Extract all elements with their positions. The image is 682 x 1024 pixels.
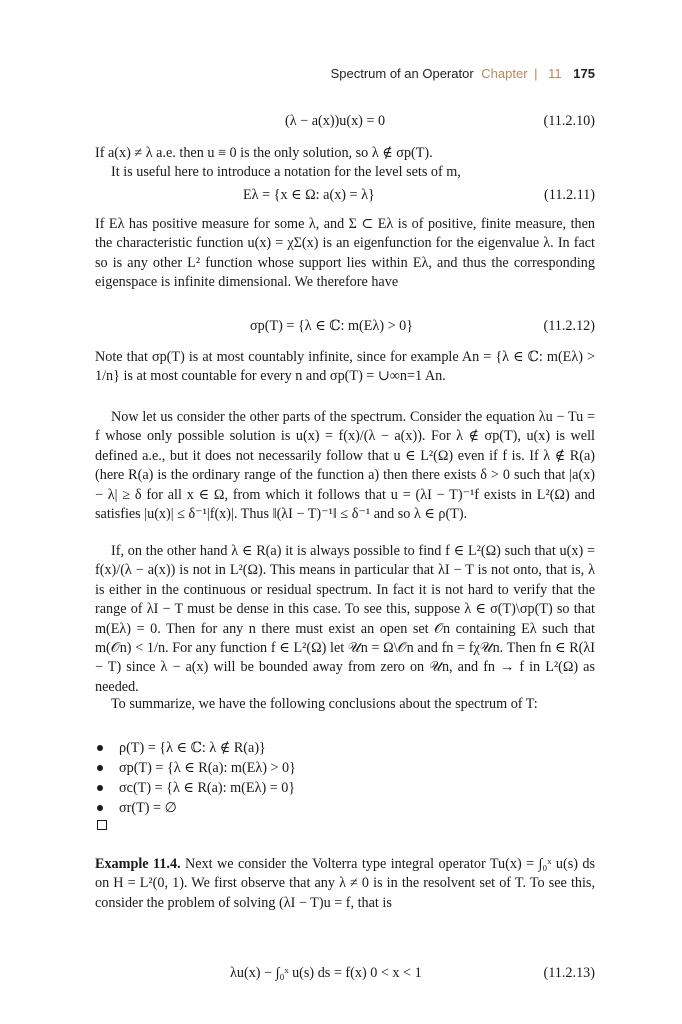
running-title: Spectrum of an Operator [330,66,474,81]
list-item [95,778,595,798]
paragraph-6: If, on the other hand λ ∈ R(a) it is always possible to find f ∈ L²(Ω) such that u(x) = f(x)/(λ − a(x)) is not in L²(Ω). This means in particular that λI − T is not onto, that is, λ is either in the continuous or residual spectrum. In fact it is not hard to verify that the range of λI − T must be dense in this case. To see this, suppose λ ∈ σ(T)\σp(T) so that m(Eλ) = 0. Then for any n there must exist an open set 𝒪n containing Eλ such that m(𝒪n) < 1/n. For any function f ∈ L²(Ω) let 𝒰n = Ω\𝒪n and fn = fχ𝒰n. Then fn ∈ R(λI − T) since λ − a(x) will be bounded away from zero on 𝒰n, and fn → f in L²(Ω) as needed. [95,543,595,695]
book-page [95,0,595,1024]
equation-number: (11.2.10) [543,113,595,129]
equation-number: (11.2.12) [543,318,595,334]
equation-11-2-11 [95,187,595,207]
paragraph-3: If Eλ has positive measure for some λ, and Σ ⊂ Eλ is of positive, finite measure, then the characteristic function u(x) = χΣ(x) is an eigenfunction for the eigenvalue λ. In fact so is any other L² function whose support lies within Eλ, and thus the corresponding eigenspace is infinite dimensional. We therefore have [95,216,595,291]
page-number: 175 [573,66,595,81]
bullet-icon [97,765,103,771]
example-text: Next we consider the Volterra type integral operator Tu(x) = ∫₀ˣ u(s) ds on H = L²(0, 1). We first observe that any λ ≠ 0 is in the resolvent set of T. To see this, consider the problem of solving (λI − T)u = f, that is [95,856,595,911]
list-item-text: σc(T) = {λ ∈ R(a): m(Eλ) = 0} [119,780,296,796]
paragraph-2: It is useful here to introduce a notation for the level sets of m, [111,164,461,180]
header-separator: | [534,66,538,81]
bullet-icon [97,745,103,751]
bullet-icon [97,805,103,811]
list-item [95,798,595,818]
equation-11-2-12 [95,318,595,338]
equation-body: Eλ = {x ∈ Ω: a(x) = λ} [243,187,375,203]
equation-body: σp(T) = {λ ∈ ℂ: m(Eλ) > 0} [250,318,414,334]
equation-number: (11.2.11) [544,187,595,203]
list-item-text: σp(T) = {λ ∈ R(a): m(Eλ) > 0} [119,760,296,776]
example-11-4 [95,855,595,913]
equation-body: λu(x) − ∫₀ˣ u(s) ds = f(x) 0 < x < 1 [230,965,422,981]
example-label: Example 11.4. [95,856,181,872]
chapter-label: Chapter [481,66,528,81]
running-header [331,66,595,81]
paragraph-4: Note that σp(T) is at most countably infinite, since for example An = {λ ∈ ℂ: m(Eλ) > 1/n} is at most countable for every n and σp(T) = ∪∞n=1 An. [95,349,595,385]
equation-11-2-10 [95,113,595,133]
paragraph-5: Now let us consider the other parts of the spectrum. Consider the equation λu − Tu = f whose only possible solution is u(x) = f(x)/(λ − a(x)). For λ ∉ σp(T), u(x) is well defined a.e., but it does not necessarily follow that u ∈ L²(Ω) even if f is. If λ ∉ R(a) (here R(a) is the ordinary range of the function a) then there exists δ > 0 such that |a(x) − λ| ≥ δ for all x ∈ Ω, from which it follows that u = (λI − T)⁻¹f exists in L²(Ω) and satisfies |u(x)| ≤ δ⁻¹|f(x)|. Thus ‖(λI − T)⁻¹‖ ≤ δ⁻¹ and so λ ∈ ρ(T). [95,409,595,523]
list-item-text: σr(T) = ∅ [119,800,177,816]
end-of-proof-square-icon [97,820,107,830]
equation-11-2-13 [95,965,595,985]
paragraph-7: To summarize, we have the following conclusions about the spectrum of T: [111,696,538,712]
list-item [95,738,595,758]
list-item-text: ρ(T) = {λ ∈ ℂ: λ ∉ R(a)} [119,740,266,756]
bullet-icon [97,785,103,791]
spectrum-summary-list [95,738,595,818]
equation-body: (λ − a(x))u(x) = 0 [285,113,386,129]
chapter-number: 11 [548,66,562,81]
paragraph-1: If a(x) ≠ λ a.e. then u ≡ 0 is the only solution, so λ ∉ σp(T). [95,145,433,161]
list-item [95,758,595,778]
equation-number: (11.2.13) [543,965,595,981]
